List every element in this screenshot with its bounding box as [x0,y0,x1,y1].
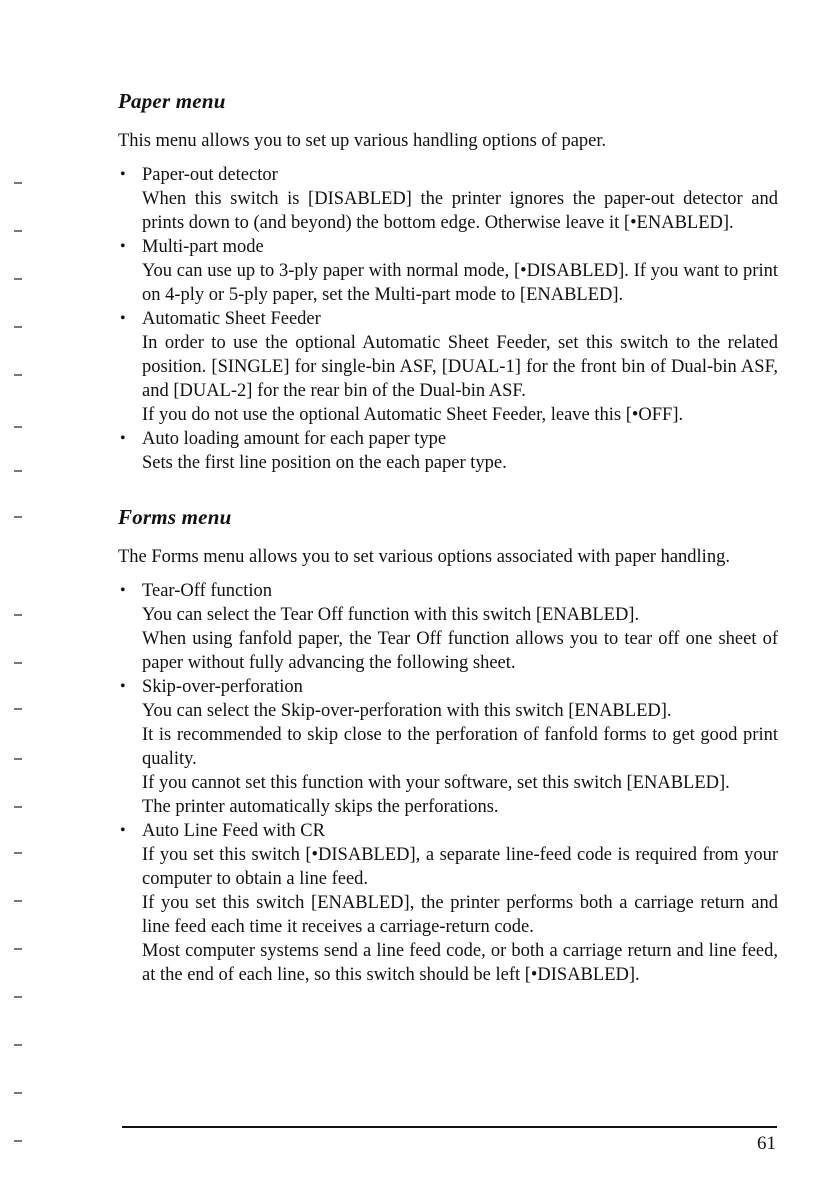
list-item [118,235,778,307]
paper-menu-intro: This menu allows you to set up various handling options of paper. [118,131,607,151]
list-item [118,427,778,475]
item-body [142,843,778,987]
list-item [118,579,778,675]
item-line: It is recommended to skip close to the perforation of fanfold forms to get good print quality. [142,725,778,769]
forms-menu-section [118,502,778,987]
item-title: • Skip-over-perforation [142,677,303,697]
list-item [118,819,778,987]
item-line: You can select the Skip-over-perforation with this switch [ENABLED]. [142,701,672,721]
item-line: If you cannot set this function with your software, set this switch [ENABLED]. [142,773,730,793]
list-item [118,307,778,427]
item-body [142,259,778,307]
item-line: Sets the first line position on the each paper type. [142,453,507,473]
paper-menu-heading: Paper menu [118,89,226,113]
forms-menu-list [118,579,778,987]
paper-menu-list [118,163,778,475]
list-item [118,163,778,235]
forms-menu-intro: The Forms menu allows you to set various options associated with paper handling. [118,547,730,567]
item-body [142,331,778,427]
item-line: The printer automatically skips the perforations. [142,797,499,817]
item-line: Most computer systems send a line feed code, or both a carriage return and line feed, at the end of each line, so this switch should be left [•DISABLED]. [142,941,778,985]
item-title: • Auto loading amount for each paper type [142,429,447,449]
item-line: When this switch is [DISABLED] the printer ignores the paper-out detector and prints down to (and beyond) the bottom edge. Otherwise leave it [•ENABLED]. [142,189,778,233]
item-line: If you do not use the optional Automatic Sheet Feeder, leave this [•OFF]. [142,405,684,425]
page-number: 61 [757,1133,776,1154]
item-title: • Tear-Off function [142,581,273,601]
item-title: • Paper-out detector [142,165,278,185]
item-line: You can select the Tear Off function with this switch [ENABLED]. [142,605,640,625]
item-line: In order to use the optional Automatic Sheet Feeder, set this switch to the related position. [SINGLE] for single-bin ASF, [DUAL-1] for the front bin of Dual-bin ASF, and [DUAL-2] for the rear bin of the Dual-bin ASF. [142,333,778,401]
item-line: If you set this switch [ENABLED], the printer performs both a carriage return and line feed each time it receives a carriage-return code. [142,893,778,937]
item-line: You can use up to 3-ply paper with normal mode, [•DISABLED]. If you want to print on 4-ply or 5-ply paper, set the Multi-part mode to [ENABLED]. [142,261,778,305]
item-line: If you set this switch [•DISABLED], a separate line-feed code is required from your computer to obtain a line feed. [142,845,778,889]
list-item [118,675,778,819]
manual-page [118,86,778,987]
item-body [142,699,778,819]
item-line: When using fanfold paper, the Tear Off function allows you to tear off one sheet of paper without fully advancing the following sheet. [142,629,778,673]
scan-margin-marks [0,0,40,1191]
item-title: • Multi-part mode [142,237,264,257]
paper-menu-section [118,86,778,475]
forms-menu-heading: Forms menu [118,505,232,529]
item-body [142,187,778,235]
item-body [142,451,778,475]
item-title: • Automatic Sheet Feeder [142,309,321,329]
item-body [142,603,778,675]
footer-rule [122,1126,777,1128]
item-title: • Auto Line Feed with CR [142,821,325,841]
